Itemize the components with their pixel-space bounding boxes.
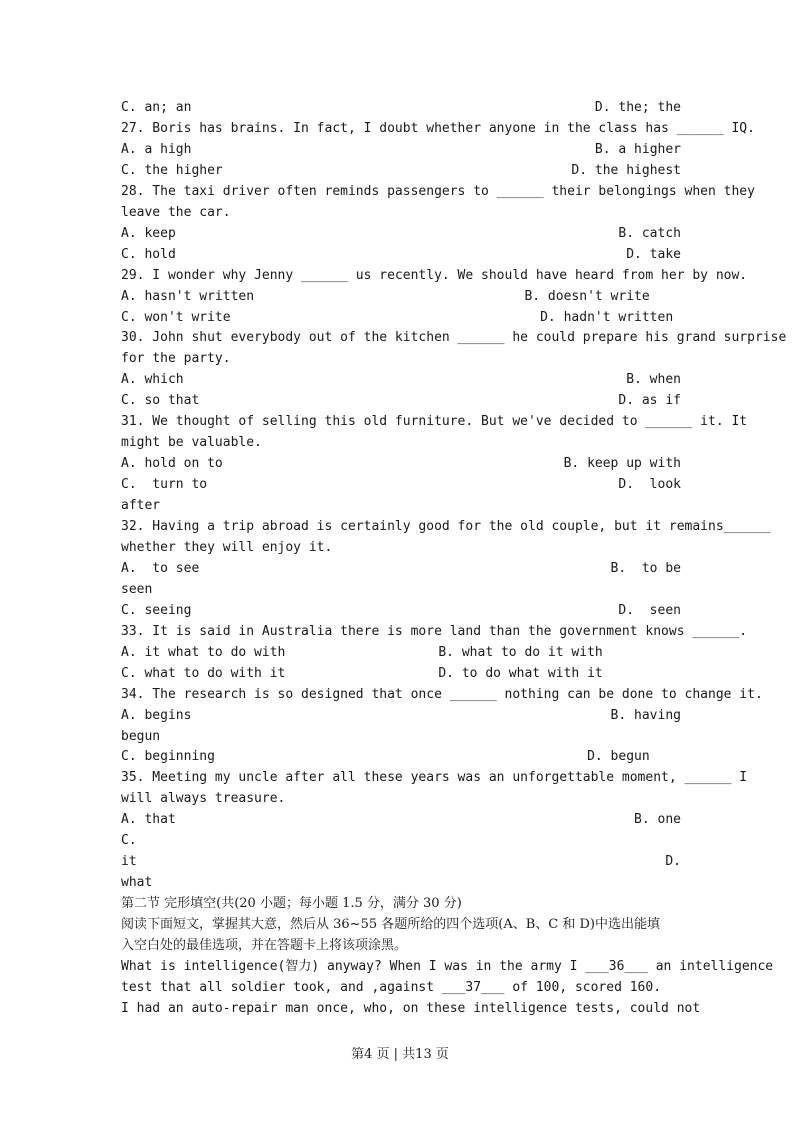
text-line: 28. The taxi driver often reminds passengers to ______ their belongings when they [121,183,755,199]
option-left: C. turn to [121,477,208,493]
option-left: C. beginning [121,749,215,765]
option-right: D. look [618,477,681,493]
text-line [121,223,681,244]
option-right: B. keep up with [563,456,681,472]
text-line: seen [121,581,153,597]
option-right: B. what to do it with [438,644,681,660]
option-right: D. take [626,246,681,262]
text-line [121,160,681,181]
option-left: C. an; an [121,100,192,115]
option-right: D. as if [618,393,681,409]
text-line: what [121,875,153,891]
text-line: might be valuable. [121,435,262,451]
option-right: D. the; the [594,100,681,115]
text-line: for the party. [121,351,231,367]
option-left: A. which [121,372,184,388]
text-line [121,474,681,495]
option-left: A. hold on to [121,456,223,472]
option-left: A. keep [121,225,176,241]
text-line: 29. I wonder why Jenny ______ us recently. We should have heard from her by now. [121,267,748,283]
page-footer: 第4 页 | 共13 页 [351,1047,449,1062]
option-left: C. so that [121,393,200,409]
text-line [121,390,681,411]
text-line: 第二节 完形填空(共(20 小题；每小题 1.5 分，满分 30 分) [121,896,462,912]
option-left: C. seeing [121,602,192,618]
text-line: 27. Boris has brains. In fact, I doubt whether anyone in the class has ______ IQ. [121,120,755,136]
text-line [121,244,681,265]
text-line: What is intelligence(智力) anyway? When I was in the army I ___36___ an intelligence [121,958,774,974]
text-line [121,809,681,830]
option-left: C. won't write [121,309,231,325]
option-left: it [121,854,137,870]
option-left: A. begins [121,707,192,723]
option-right: B. a higher [594,141,681,157]
option-right: B. one [634,812,681,828]
option-left: A. it what to do with [121,644,286,660]
text-line [121,558,681,579]
text-line: 33. It is said in Australia there is more land than the government knows ______. [121,623,748,639]
text-line [121,97,681,118]
option-right: D. the highest [571,162,681,178]
text-line: test that all soldier took, and ,against ___37___ of 100, scored 160. [121,979,662,995]
text-line [121,642,681,663]
text-line: 32. Having a trip abroad is certainly good for the old couple, but it remains______ [121,519,771,534]
text-line: 34. The research is so designed that once ______ nothing can be done to change it. [121,686,763,702]
text-line: 阅读下面短文，掌握其大意，然后从 36~55 各题所给的四个选项(A、B、C 和 D)中选出能填 [121,917,660,933]
option-right: D. seen [618,602,681,618]
text-line [121,286,681,307]
option-right: B. catch [618,225,681,241]
option-left: A. a high [121,141,192,157]
text-line: I had an auto-repair man once, who, on these intelligence tests, could not [121,1000,701,1016]
option-right: B. doesn't write [524,288,681,304]
option-left: A. that [121,812,176,828]
text-line [121,600,681,621]
text-line [121,369,681,390]
option-right: D. [665,854,681,870]
text-line [121,663,681,684]
text-line: leave the car. [121,204,231,220]
option-right: B. having [610,707,681,723]
text-line [121,851,681,872]
text-line [121,705,681,726]
text-line [121,746,681,767]
option-left: A. hasn't written [121,288,255,304]
text-line: 35. Meeting my uncle after all these years was an unforgettable moment, ______ I [121,770,748,786]
option-left: C. hold [121,246,176,262]
text-line: whether they will enjoy it. [121,539,333,555]
text-line [121,453,681,474]
text-line: 30. John shut everybody out of the kitchen ______ he could prepare his grand surprise [121,330,787,346]
option-left: C. the higher [121,162,223,178]
option-right: B. to be [610,560,681,576]
text-line: begun [121,728,161,744]
text-line [121,139,681,160]
option-right: B. when [626,372,681,388]
option-right: D. hadn't written [540,309,681,325]
option-left: C. what to do with it [121,665,286,681]
option-left: A. to see [121,560,200,576]
text-line: after [121,498,161,514]
text-line [121,307,681,328]
text-line: 31. We thought of selling this old furniture. But we've decided to ______ it. It [121,414,748,430]
option-right: D. to do what with it [438,665,681,681]
text-line: C. [121,833,137,849]
text-line: will always treasure. [121,791,286,807]
option-right: D. begun [587,749,681,765]
text-line: 入空白处的最佳选项，并在答题卡上将该项涂黑。 [121,938,408,953]
